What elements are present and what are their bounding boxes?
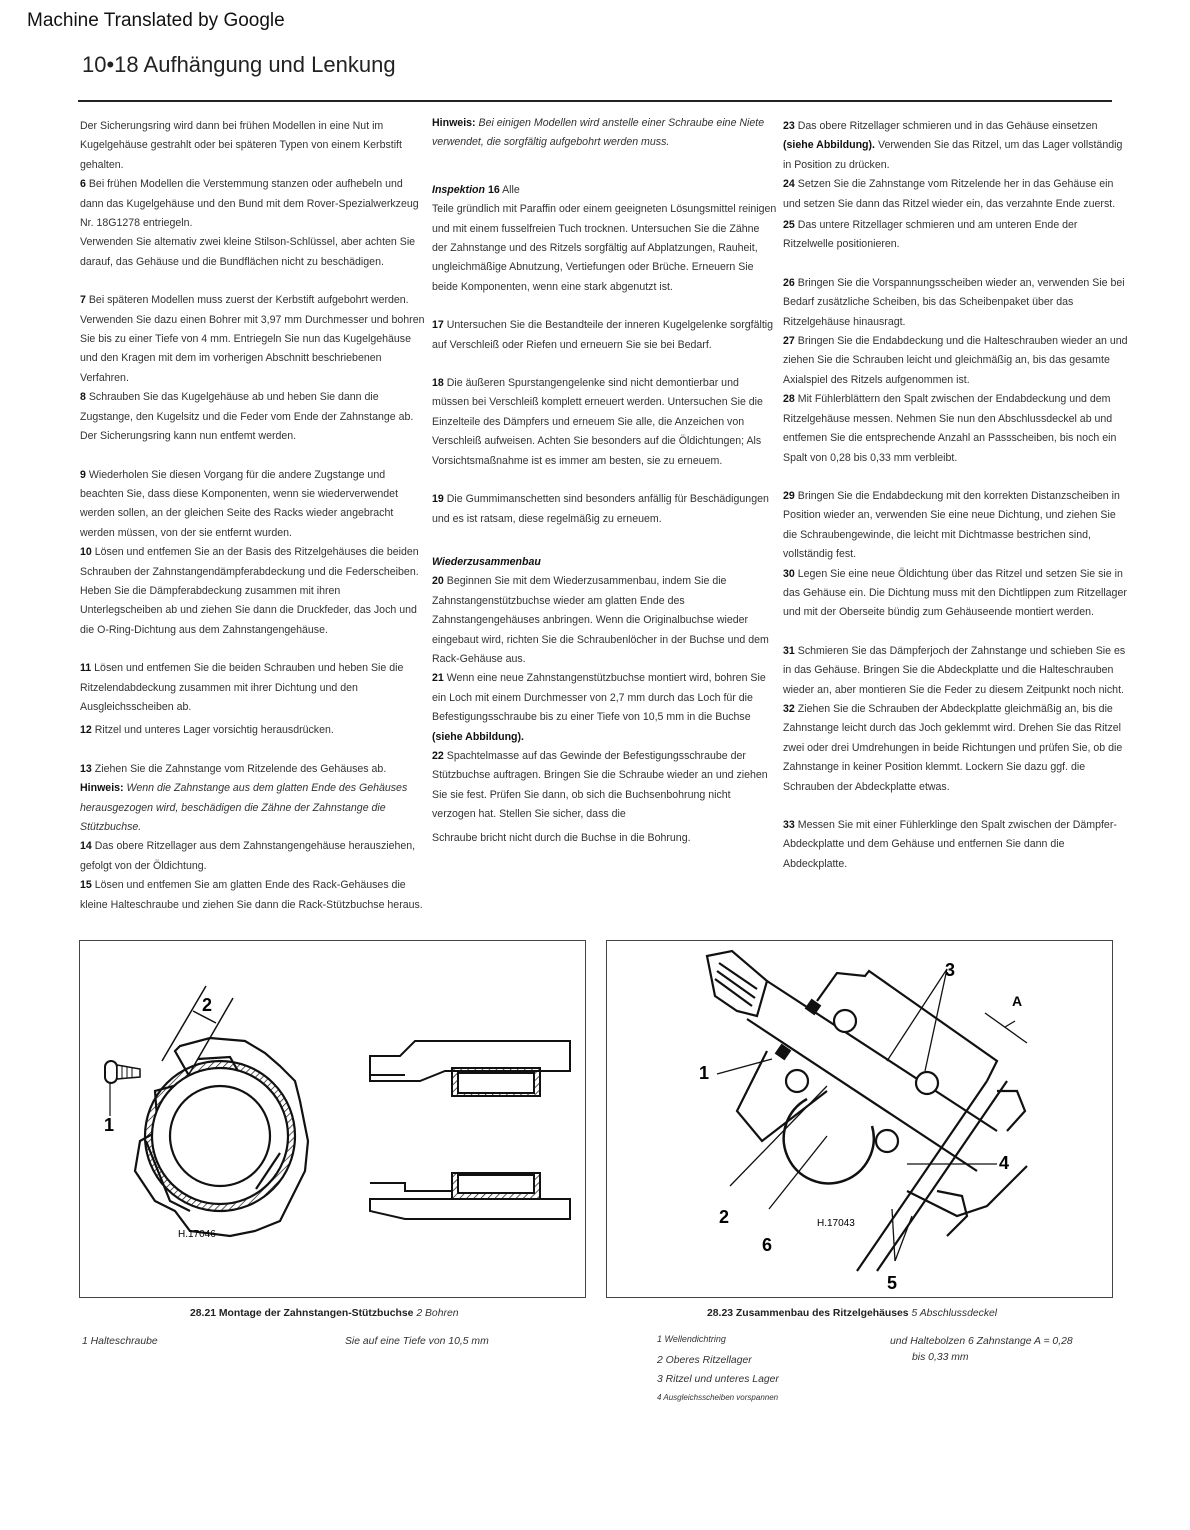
- bush-housing-end-view: [135, 1038, 308, 1236]
- paragraph-text: Untersuchen Sie die Bestandteile der inneren Kugelgelenke sorgfältig auf Verschleiß oder Riefen und erneuern Sie sie bei Bedarf.: [432, 319, 774, 351]
- paragraph-22-tail: [432, 829, 777, 848]
- paragraph-text: Bringen Sie die Endabdeckung mit den korrekten Distanzscheiben in Position wieder an, verwenden Sie eine neue Dichtung, und ziehen Sie die Schraubengewinde, die leicht mit Dichtmasse bestrichen sind, vollständig fest.: [783, 489, 1120, 561]
- paragraph-text: Bringen Sie die Endabdeckung und die Halteschrauben wieder an und ziehen Sie die Schrauben leicht und gleichmäßig an, bis das gesamte Axialspiel des Ritzels aufgenommen ist.: [783, 335, 1128, 386]
- step-number: 11: [80, 662, 92, 675]
- bush-section-views: [370, 1041, 570, 1219]
- paragraph-23: [783, 117, 1128, 175]
- pinion-shaft: [707, 951, 997, 1171]
- step-number: 24: [783, 178, 795, 191]
- paragraph-text: Ritzel und unteres Lager vorsichtig herausdrücken.: [94, 724, 334, 737]
- paragraph-text: Lösen und entfemen Sie die beiden Schrauben und heben Sie die Ritzelendabdeckung zusammen mit ihrer Dichtung und den Ausgleichsscheiben ab.: [80, 662, 404, 713]
- caption-item: 5 Abschlussdeckel: [911, 1308, 998, 1319]
- figure-reference: (siehe Abbildung).: [432, 730, 525, 743]
- paragraph-text: Lösen und entfemen Sie an der Basis des Ritzelgehäuses die beiden Schrauben der Zahnstangendämpferabdeckung und die Federscheiben. Heben Sie die Dämpferabdeckung zusammen mit ihren Unterlegscheiben ab und ziehen Sie dann die Druckfeder, das Joch und die O-Ring-Dichtung aus dem Zahnstangengehäuse.: [80, 546, 419, 636]
- paragraph-31: [783, 642, 1128, 700]
- figure1-caption: [190, 1308, 459, 1319]
- step-number: 33: [783, 819, 795, 831]
- figure-reference: (siehe Abbildung).: [783, 139, 876, 152]
- note-label: Hinweis:: [80, 782, 124, 795]
- paragraph-text: Mit Fühlerblättern den Spalt zwischen der Endabdeckung und dem Ritzelgehäuse messen. Nehmen Sie nun den Abschlussdeckel ab und entfemen Sie die entsprechende Anzahl an Passscheiben, bis noch ein Spalt von 0,28 bis 0,33 mm verbleibt.: [783, 393, 1117, 464]
- note-13: [80, 779, 425, 837]
- paragraph-text: Ziehen Sie die Schrauben der Abdeckplatte gleichmäßig an, bis die Zahnstange leicht durch das Joch geklemmt wird. Drehen Sie das Ritzel zwei oder drei Umdrehungen in beide Richtungen und prüfen Sie, ob die Zahnstange in keiner Position klemmt. Lockern Sie dazu ggf. die Schrauben der Abdeckplatte etwas.: [783, 702, 1123, 793]
- step-number: 18: [432, 377, 444, 390]
- paragraph-15: [80, 876, 425, 915]
- paragraph-text: Legen Sie eine neue Öldichtung über das Ritzel und setzen Sie sie in das Gehäuse ein. Die Dichtung muss mit den Dichtlippen zum Ritzellager und mit der Oberseite bündig zum Gehäuseende montiert werden.: [783, 567, 1127, 619]
- step-number: 26: [783, 276, 795, 289]
- step-number: 30: [783, 567, 795, 580]
- paragraph-17: [432, 316, 777, 355]
- paragraph-text: Schraube bricht nicht durch die Buchse in die Bohrung.: [432, 831, 691, 844]
- rack-bush-drawing: [80, 941, 585, 1297]
- callout-label-4: 4: [999, 1153, 1010, 1173]
- step-number: 19: [432, 493, 444, 506]
- figure2-legend-right-1: und Haltebolzen 6 Zahnstange A = 0,28: [890, 1336, 1073, 1347]
- step-number: 32: [783, 702, 795, 715]
- section-heading-inspektion: Inspektion: [432, 183, 485, 196]
- paragraph-16: [432, 200, 777, 297]
- step-number: 15: [80, 879, 92, 892]
- paragraph-32: [783, 700, 1128, 797]
- paragraph-14: [80, 837, 425, 876]
- paragraph-text: Das obere Ritzellager aus dem Zahnstangengehäuse herausziehen, gefolgt von der Öldichtung.: [80, 840, 416, 872]
- callout-label-1: 1: [699, 1063, 710, 1083]
- paragraph-intro: [80, 117, 425, 175]
- paragraph-7: [80, 291, 425, 388]
- page-title: 10•18 Aufhängung und Lenkung: [82, 52, 396, 77]
- paragraph-19: [432, 490, 777, 529]
- paragraph-text: Bei frühen Modellen die Verstemmung stanzen oder aufhebeln und dann das Kugelgehäuse und den Bund mit dem Rover-Spezialwerkzeug Nr. 18G1278 entriegeln.: [80, 178, 419, 230]
- paragraph-text: Bei späteren Modellen muss zuerst der Kerbstift aufgebohrt werden. Verwenden Sie dazu einen Bohrer mit 3,97 mm Durchmesser und bohren Sie bis zu einer Tiefe von 4 mm. Entriegeln Sie nun das Kugelgehäuse und den Kragen mit dem im vorherigen Abschnitt beschriebenen Verfahren.: [80, 294, 425, 384]
- step-number: 25: [783, 219, 795, 232]
- paragraph-6: [80, 175, 425, 233]
- pinion-housing-drawing: [607, 941, 1112, 1297]
- figure1-legend-left: 1 Halteschraube: [82, 1336, 158, 1347]
- machine-translation-banner: Machine Translated by Google: [27, 10, 285, 31]
- paragraph-text: Spachtelmasse auf das Gewinde der Befestigungsschraube der Stützbuchse auftragen. Bringen Sie die Schraube wieder an und ziehen Sie sie fest. Prüfen Sie dann, ob sich die Buchsenbohrung nicht verzogen hat. Stellen Sie sicher, dass die: [432, 749, 768, 821]
- section-heading-reassembly: [432, 553, 777, 572]
- figure2-legend-item-3: 3 Ritzel und unteres Lager: [657, 1374, 779, 1385]
- paragraph-33: [783, 816, 1128, 874]
- callout-leaders: [717, 969, 1027, 1261]
- paragraph-29: [783, 487, 1128, 565]
- paragraph-text: Schrauben Sie das Kugelgehäuse ab und heben Sie dann die Zugstange, den Kugelsitz und die Feder vom Ende der Zahnstange ab. Der Sicherungsring kann nun entfemt werden.: [80, 391, 414, 443]
- step-number: 31: [783, 644, 795, 657]
- paragraph-12: [80, 721, 425, 740]
- step-number: 20: [432, 575, 444, 588]
- paragraph-16-heading: [432, 181, 777, 200]
- figure2-legend-item-2: 2 Oberes Ritzellager: [657, 1355, 752, 1366]
- paragraph-text: Ziehen Sie die Zahnstange vom Ritzelende des Gehäuses ab.: [94, 762, 387, 775]
- paragraph-28: [783, 390, 1128, 468]
- retaining-screw-icon: [105, 1061, 140, 1116]
- paragraph-text: Beginnen Sie mit dem Wiederzusammenbau, indem Sie die Zahnstangenstützbuchse wieder am glatten Ende des Zahnstangengehäuses anbringen. Wenn die Originalbuchse wieder eingebaut wird, richten Sie die Schraubenlöcher in der Buchse und dem Rack-Gehäuse aus.: [432, 575, 769, 665]
- figure-pinion-housing-assembly: [606, 940, 1113, 1298]
- paragraph-18: [432, 374, 777, 471]
- figure2-legend-item-4: 4 Ausgleichsscheiben vorspannen: [657, 1393, 779, 1402]
- oil-seals: [775, 999, 822, 1061]
- drawing-code: H.17046: [178, 1229, 216, 1240]
- paragraph-text: Verwenden Sie das Ritzel, um das Lager vollständig in Position zu drücken.: [783, 139, 1123, 171]
- paragraph-text: Bringen Sie die Vorspannungsscheiben wieder an, verwenden Sie bei Bedarf zusätzliche Scheiben, bis das Scheibenpaket über das Ritzelgehäuse hinausragt.: [783, 276, 1125, 328]
- callout-label-2: 2: [719, 1207, 730, 1227]
- step-number: 29: [783, 489, 795, 502]
- rack-section: [784, 1099, 874, 1183]
- step-number: 13: [80, 762, 92, 775]
- paragraph-text: Lösen und entfemen Sie am glatten Ende des Rack-Gehäuses die kleine Halteschraube und ziehen Sie dann die Rack-Stützbuchse heraus.: [80, 879, 423, 911]
- paragraph-text: Teile gründlich mit Paraffin oder einem geeigneten Lösungsmittel reinigen und mit einem fusselfreien Tuch trocknen. Untersuchen Sie die Zähne der Zahnstange und des Ritzels sorgfältig auf Abplatzungen, Rauheit, ungleichmäßige Abnutzung, Vertiefungen oder Brüche. Erneuern Sie beide Komponenten, wenn eine stark abgenutzt ist.: [432, 203, 777, 293]
- figure2-legend-item-1: 1 Wellendichtring: [657, 1334, 726, 1344]
- step-number: 6: [80, 178, 86, 191]
- note-rivet: [432, 114, 777, 153]
- step-number: 22: [432, 749, 444, 762]
- paragraph-30: [783, 565, 1128, 623]
- figure-rack-support-bush: [79, 940, 586, 1298]
- paragraph-text: Das obere Ritzellager schmieren und in das Gehäuse einsetzen: [797, 120, 1098, 132]
- step-number: 12: [80, 724, 92, 737]
- paragraph-alt: [80, 233, 425, 272]
- figure2-caption: [707, 1308, 997, 1319]
- note-text: Wenn die Zahnstange aus dem glatten Ende des Gehäuses herausgezogen wird, beschädigen die Zähne der Zahnstange die Stützbuchse.: [80, 782, 408, 833]
- paragraph-13: [80, 760, 425, 779]
- paragraph-22: [432, 747, 777, 825]
- step-number: 9: [80, 468, 86, 481]
- header-divider: [78, 100, 1112, 102]
- step-number: 16: [487, 183, 500, 196]
- step-number: 28: [783, 393, 795, 406]
- step-number: 7: [80, 294, 86, 307]
- step-number: 17: [432, 319, 444, 332]
- callout-label-5: 5: [887, 1273, 898, 1293]
- paragraph-26: [783, 274, 1128, 332]
- step-number: 10: [80, 546, 92, 559]
- paragraph-24: [783, 175, 1128, 214]
- section-heading-text: Wiederzusammenbau: [432, 555, 541, 568]
- drawing-code: H.17043: [817, 1218, 855, 1229]
- paragraph-text: Das untere Ritzellager schmieren und am unteren Ende der Ritzelwelle positionieren.: [783, 219, 1078, 251]
- paragraph-11: [80, 659, 425, 717]
- step-number: 21: [432, 672, 444, 685]
- text-column-2: [432, 114, 777, 848]
- caption-title: 28.23 Zusammenbau des Ritzelgehäuses: [707, 1308, 909, 1319]
- callout-label-6: 6: [762, 1235, 773, 1255]
- text-column-3: [783, 117, 1128, 874]
- paragraph-text: Messen Sie mit einer Fühlerklinge den Spalt zwischen der Dämpfer-Abdeckplatte und dem Gehäuse und entfernen Sie dann die Abdeckplatte.: [783, 819, 1117, 870]
- callout-label-3: 3: [945, 960, 956, 980]
- callout-label-2: 2: [202, 995, 213, 1015]
- caption-item: 2 Bohren: [416, 1308, 459, 1319]
- paragraph-9: [80, 466, 425, 544]
- paragraph-25: [783, 216, 1128, 255]
- figure1-legend-right: Sie auf eine Tiefe von 10,5 mm: [345, 1336, 489, 1347]
- paragraph-text: Die Gummimanschetten sind besonders anfällig für Beschädigungen und es ist ratsam, diese regelmäßig zu erneuem.: [432, 493, 769, 525]
- paragraph-21: [432, 669, 777, 747]
- paragraph-text: Wenn eine neue Zahnstangenstützbuchse montiert wird, bohren Sie ein Loch mit einem Durchmesser von 2,7 mm durch das Loch für die Befestigungsschraube bis zu einer Tiefe von 10,5 mm in die Buchse: [432, 672, 766, 724]
- paragraph-10: [80, 543, 425, 640]
- step-number: 8: [80, 391, 86, 404]
- paragraph-20: [432, 572, 777, 669]
- paragraph-text: Der Sicherungsring wird dann bei frühen Modellen in eine Nut im Kugelgehäuse gestrahlt oder bei späteren Typen von einem Kerbstift gehalten.: [80, 120, 402, 171]
- callout-label-1: 1: [104, 1115, 115, 1135]
- paragraph-27: [783, 332, 1128, 390]
- note-label: Hinweis:: [432, 117, 476, 129]
- paragraph-text: Wiederholen Sie diesen Vorgang für die andere Zugstange und beachten Sie, dass diese Komponenten, wenn sie wiederverwendet werden sollen, an der gleichen Seite des Racks wieder angebracht werden müssen, von der sie entfernt wurden.: [80, 468, 399, 539]
- text-column-1: [80, 117, 425, 915]
- dimension-label-a: A: [1012, 993, 1023, 1009]
- paragraph-text: Verwenden Sie altemativ zwei kleine Stilson-Schlüssel, aber achten Sie darauf, das Gehäuse und die Bundflächen nicht zu beschädigen.: [80, 236, 416, 268]
- note-text: Bei einigen Modellen wird anstelle einer Schraube eine Niete verwendet, die sorgfältig aufgebohrt werden muss.: [432, 117, 765, 149]
- paragraph-8: [80, 388, 425, 446]
- step-number: 23: [783, 120, 795, 132]
- paragraph-text: Die äußeren Spurstangengelenke sind nicht demontierbar und müssen bei Verschleiß komplett erneuert werden. Untersuchen Sie die Einzelteile des Dämpfers und erneuem Sie alle, die Anzeichen von Verschleiß aufweisen. Achten Sie besonders auf die Öldichtungen; Als Vorsichtsmaßnahme ist es immer am besten, sie zu erneuem.: [432, 377, 763, 467]
- figure2-legend-right-2: bis 0,33 mm: [912, 1352, 969, 1363]
- paragraph-text: Setzen Sie die Zahnstange vom Ritzelende her in das Gehäuse ein und setzen Sie dann das Ritzel wieder ein, das verzahnte Ende zuerst.: [783, 178, 1116, 210]
- step-number: 27: [783, 335, 795, 348]
- paragraph-text: Schmieren Sie das Dämpferjoch der Zahnstange und schieben Sie es in das Gehäuse. Bringen Sie die Abdeckplatte und die Halteschrauben wieder an, aber montieren Sie die Feder zu diesem Zeitpunkt noch nicht.: [783, 644, 1126, 696]
- step-number: 14: [80, 840, 92, 853]
- paragraph-text: Alle: [502, 183, 520, 196]
- caption-title: 28.21 Montage der Zahnstangen-Stützbuchse: [190, 1308, 414, 1319]
